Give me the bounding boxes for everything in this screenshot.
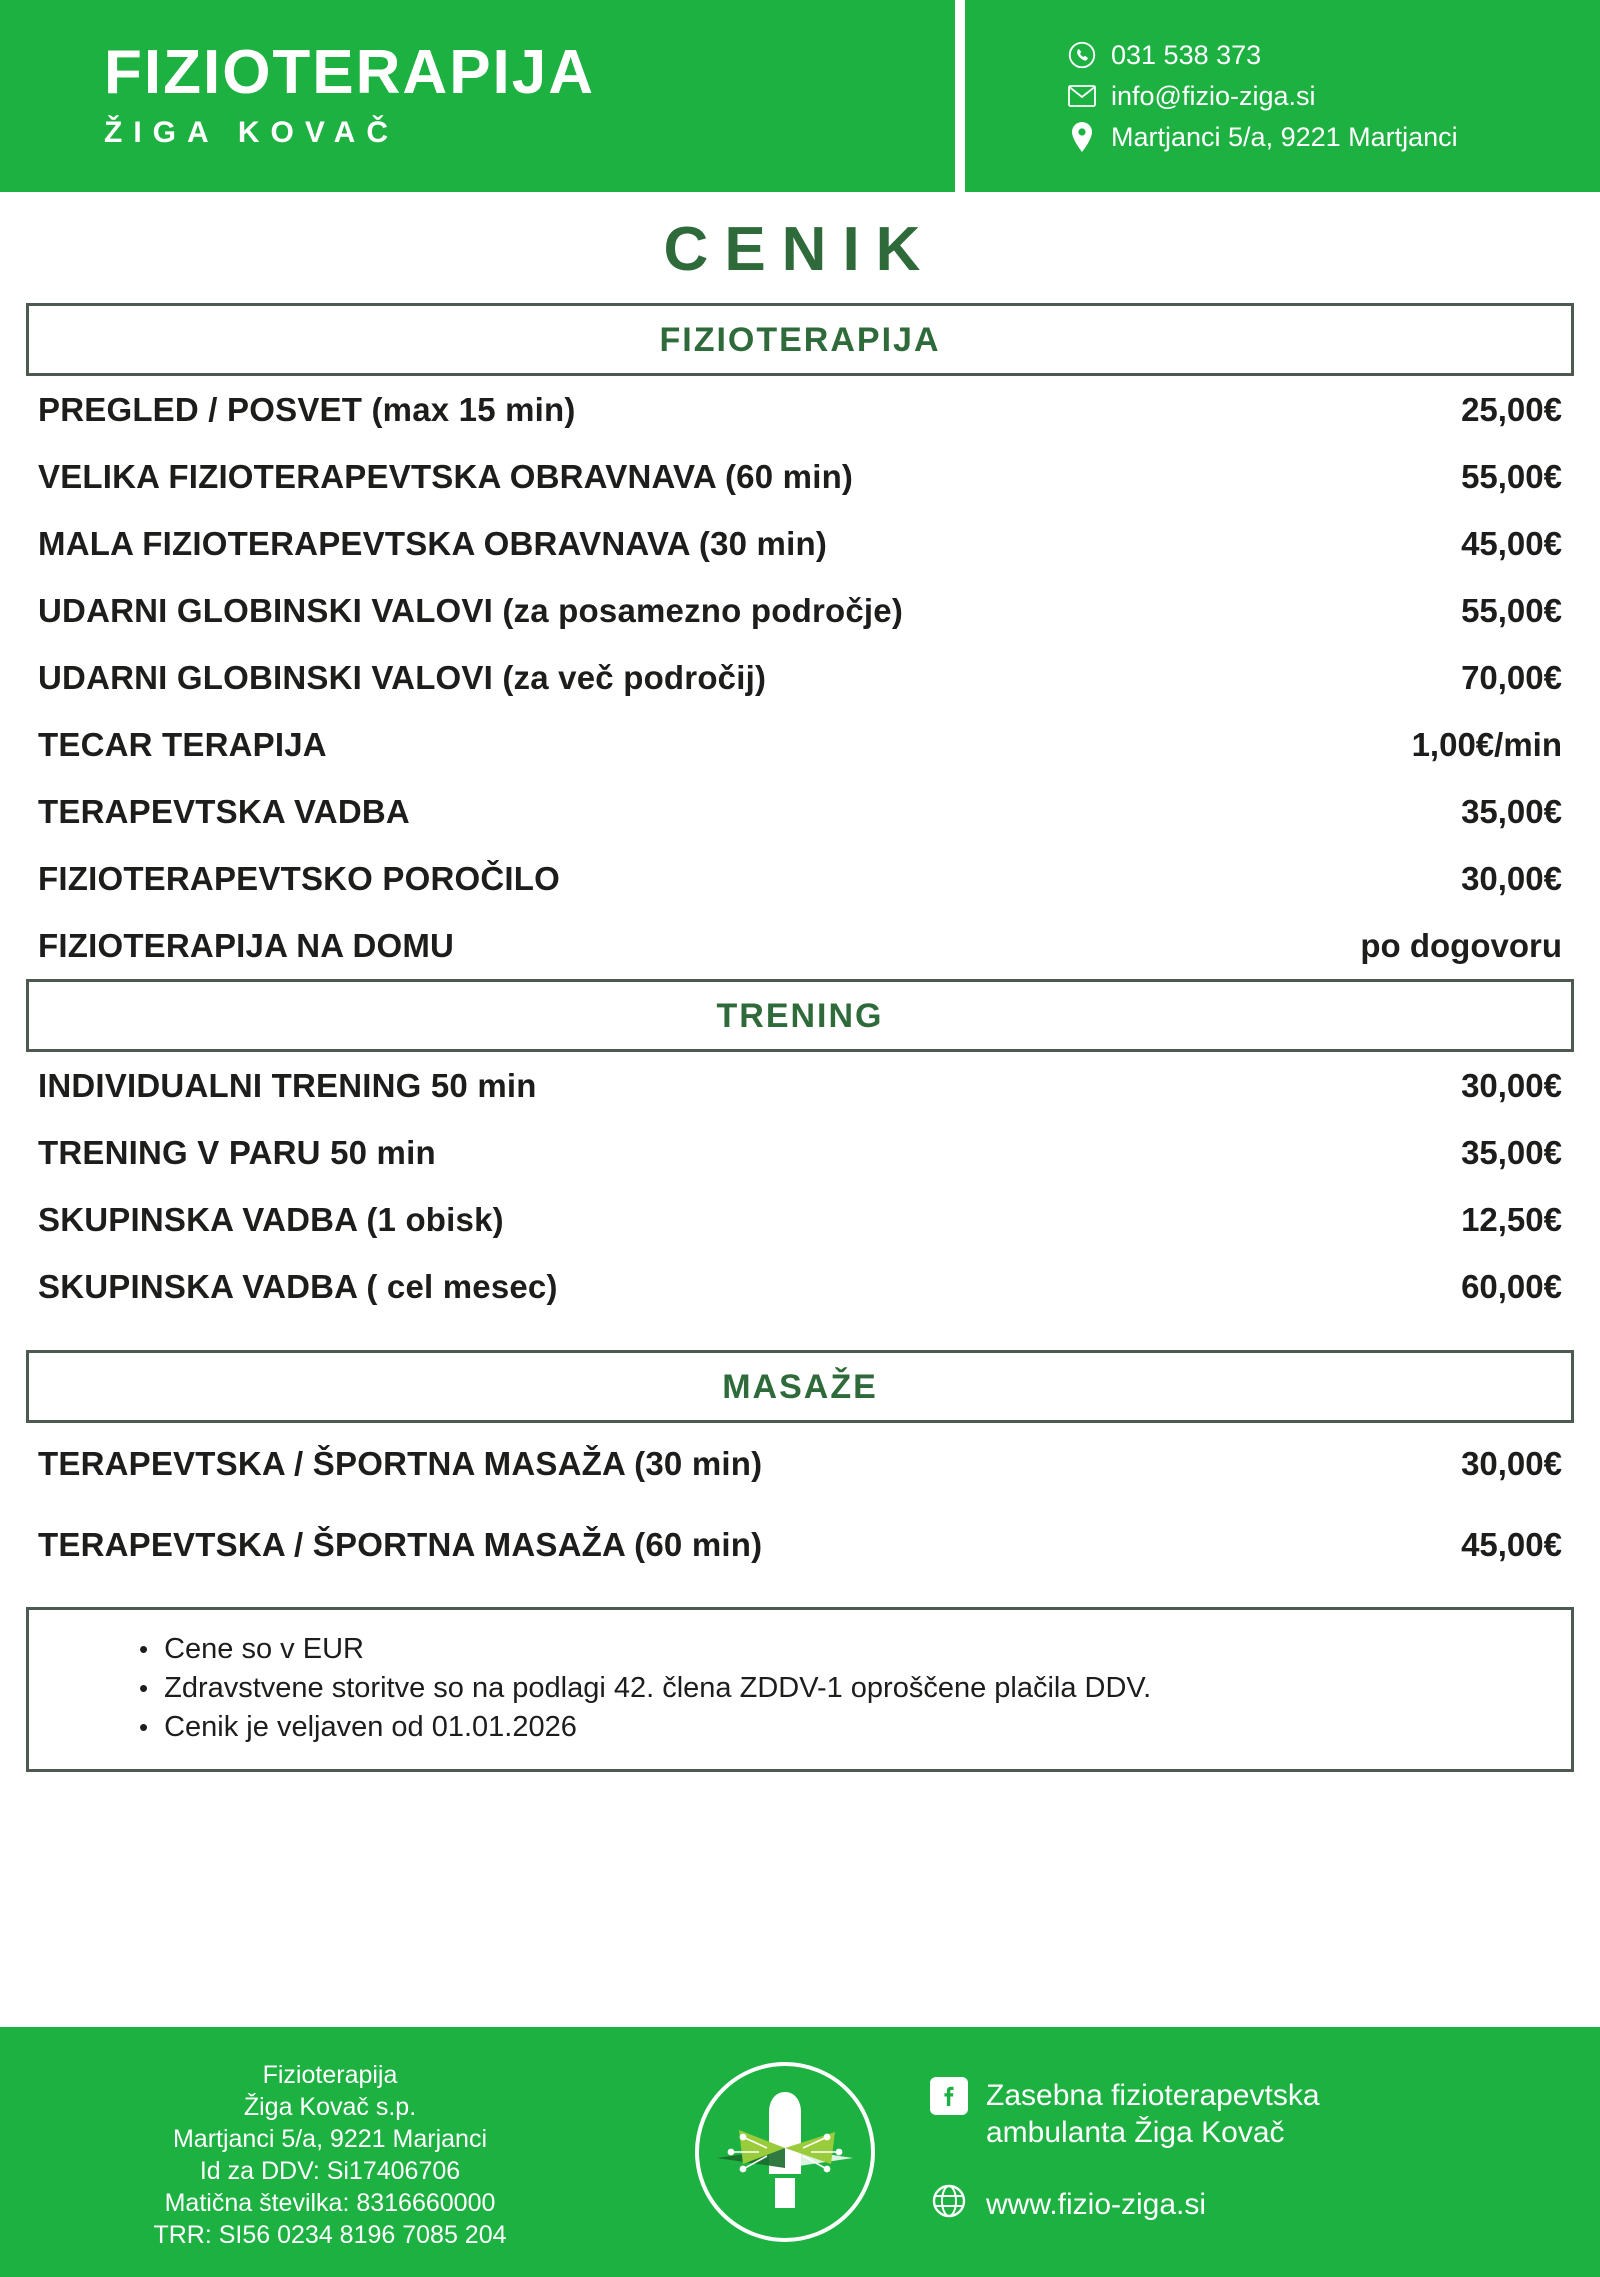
contact-email-text: info@fizio-ziga.si: [1111, 80, 1316, 111]
table-row: [34, 443, 1566, 510]
service-price: 45,00€: [1461, 525, 1562, 562]
section-rows-trening: [26, 1052, 1574, 1320]
service-label: INDIVIDUALNI TRENING 50 min: [38, 1067, 537, 1104]
service-price: 12,50€: [1461, 1201, 1562, 1238]
company-line: Id za DDV: Si17406706: [199, 2157, 461, 2185]
location-pin-icon: [1065, 122, 1099, 152]
facebook-line1: Zasebna fizioterapevtska: [986, 2078, 1320, 2112]
company-line: TRR: SI56 0234 8196 7085 204: [153, 2221, 507, 2249]
table-row: [34, 1186, 1566, 1253]
section-rows-fizioterapija: [26, 376, 1574, 979]
contact-phone-text: 031 538 373: [1111, 39, 1262, 70]
note-text: Cene so v EUR: [164, 1633, 364, 1665]
table-row: [34, 711, 1566, 778]
header-divider: [955, 0, 965, 192]
service-label: TERAPEVTSKA VADBA: [38, 793, 410, 830]
facebook-text: [986, 2077, 1320, 2152]
service-label: MALA FIZIOTERAPEVTSKA OBRAVNAVA (30 min): [38, 525, 828, 562]
service-label: FIZIOTERAPIJA NA DOMU: [38, 927, 455, 964]
service-price: 35,00€: [1461, 1134, 1562, 1171]
table-row: [34, 644, 1566, 711]
service-label: VELIKA FIZIOTERAPEVTSKA OBRAVNAVA (60 min): [38, 458, 854, 495]
company-line: Martjanci 5/a, 9221 Marjanci: [172, 2125, 488, 2153]
section-header-masaze: MASAŽE: [26, 1350, 1574, 1423]
page-footer: [0, 2027, 1600, 2277]
list-item: [29, 1708, 1571, 1747]
service-price: po dogovoru: [1360, 927, 1562, 964]
facebook-link[interactable]: [930, 2077, 1600, 2152]
service-label: SKUPINSKA VADBA ( cel mesec): [38, 1268, 558, 1305]
table-row: [34, 912, 1566, 979]
brand-subtitle: ŽIGA KOVAČ: [104, 116, 399, 149]
service-label: UDARNI GLOBINSKI VALOVI (za posamezno področje): [38, 592, 904, 629]
contact-phone: [1065, 40, 1600, 71]
service-label: PREGLED / POSVET (max 15 min): [38, 391, 576, 428]
table-row: [34, 1253, 1566, 1320]
brand-title: FIZIOTERAPIJA: [104, 38, 596, 107]
bullet-icon: •: [139, 1673, 149, 1703]
service-price: 30,00€: [1461, 1067, 1562, 1104]
service-price: 25,00€: [1461, 391, 1562, 428]
facebook-line2: ambulanta Žiga Kovač: [986, 2116, 1285, 2149]
service-label: TECAR TERAPIJA: [38, 726, 327, 763]
service-price: 55,00€: [1461, 458, 1562, 495]
company-details: [0, 2053, 660, 2251]
service-label: TERAPEVTSKA / ŠPORTNA MASAŽA (60 min): [38, 1526, 763, 1563]
contact-address-text: Martjanci 5/a, 9221 Martjanci: [1111, 121, 1458, 152]
service-price: 30,00€: [1461, 860, 1562, 897]
website-link[interactable]: [930, 2182, 1600, 2228]
contact-email: [1065, 81, 1600, 112]
page-title: CENIK: [663, 215, 937, 284]
bullet-icon: •: [139, 1712, 149, 1742]
globe-icon: [930, 2182, 968, 2228]
service-label: FIZIOTERAPEVTSKO POROČILO: [38, 860, 561, 897]
contact-block: [965, 0, 1600, 192]
service-price: 70,00€: [1461, 659, 1562, 696]
table-row: [34, 1052, 1566, 1119]
service-label: TERAPEVTSKA / ŠPORTNA MASAŽA (30 min): [38, 1445, 763, 1482]
table-row: [34, 1504, 1566, 1585]
note-text: Zdravstvene storitve so na podlagi 42. člena ZDDV-1 oproščene plačila DDV.: [164, 1672, 1152, 1704]
table-row: [34, 376, 1566, 443]
company-logo: [660, 2052, 910, 2252]
section-header-fizioterapija: FIZIOTERAPIJA: [26, 303, 1574, 376]
service-label: SKUPINSKA VADBA (1 obisk): [38, 1201, 504, 1238]
section-header-trening: TRENING: [26, 979, 1574, 1052]
bullet-icon: •: [139, 1634, 149, 1664]
list-item: [29, 1630, 1571, 1669]
company-line: Matična številka: 8316660000: [164, 2189, 496, 2217]
page-header: [0, 0, 1600, 192]
table-row: [34, 1119, 1566, 1186]
phone-icon: [1065, 41, 1099, 69]
company-line: Žiga Kovač s.p.: [243, 2093, 417, 2121]
brand-block: [0, 0, 955, 192]
table-row: [34, 1423, 1566, 1504]
service-label: TRENING V PARU 50 min: [38, 1134, 436, 1171]
contact-address: [1065, 122, 1600, 153]
footer-links: [910, 2077, 1600, 2228]
service-price: 55,00€: [1461, 592, 1562, 629]
service-price: 30,00€: [1461, 1445, 1562, 1482]
service-price: 35,00€: [1461, 793, 1562, 830]
company-line: Fizioterapija: [262, 2061, 398, 2089]
facebook-icon: [930, 2077, 968, 2125]
table-row: [34, 778, 1566, 845]
table-row: [34, 510, 1566, 577]
list-item: [29, 1669, 1571, 1708]
website-text: www.fizio-ziga.si: [986, 2187, 1207, 2221]
notes-box: [26, 1607, 1574, 1772]
service-label: UDARNI GLOBINSKI VALOVI (za več področij): [38, 659, 767, 696]
section-rows-masaze: [26, 1423, 1574, 1585]
table-row: [34, 845, 1566, 912]
mail-icon: [1065, 85, 1099, 107]
table-row: [34, 577, 1566, 644]
service-price: 45,00€: [1461, 1526, 1562, 1563]
price-list: [0, 303, 1600, 1772]
service-price: 60,00€: [1461, 1268, 1562, 1305]
note-text: Cenik je veljaven od 01.01.2026: [164, 1711, 577, 1743]
service-price: 1,00€/min: [1411, 726, 1562, 763]
